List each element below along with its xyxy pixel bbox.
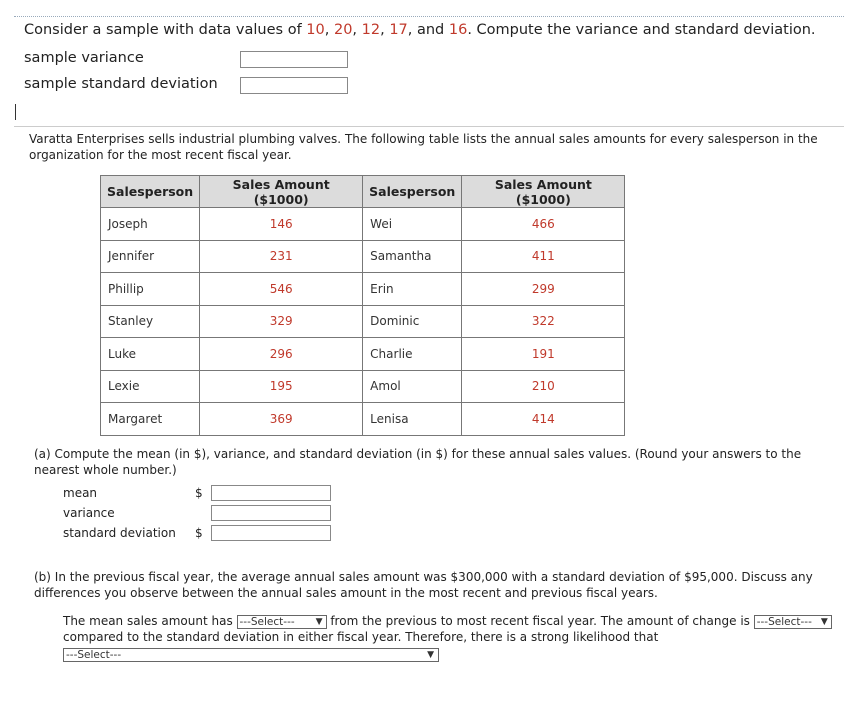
table-row <box>101 338 625 371</box>
chevron-down-icon: ▼ <box>820 616 828 627</box>
header-salesperson-1: Salesperson <box>101 176 200 208</box>
sales-amount: 191 <box>462 338 625 371</box>
part-b-prompt: (b) In the previous fiscal year, the average annual sales amount was $300,000 with a standard deviation of $95,000. Discuss any differences you observe between the annual sales amount in the most recent and previous fiscal years. <box>34 570 813 600</box>
sales-amount: 195 <box>200 370 363 403</box>
salesperson-name: Samantha <box>363 240 462 273</box>
table-row <box>101 305 625 338</box>
variance-label: variance <box>63 506 115 520</box>
sales-amount: 546 <box>200 273 363 306</box>
sample-sd-label: sample standard deviation <box>24 76 218 92</box>
part-b-fill-in: The mean sales amount has ---Select--- ▼ from the previous to most recent fiscal year. The amount of change is ---Select--- ▼ compared to the standard deviation in either fiscal year. Therefore, there is a strong likelihood that <box>63 613 833 645</box>
salesperson-name: Joseph <box>101 208 200 241</box>
sales-amount: 210 <box>462 370 625 403</box>
salesperson-name: Charlie <box>363 338 462 371</box>
table-header-row <box>101 176 625 208</box>
table-row <box>101 403 625 436</box>
salesperson-name: Erin <box>363 273 462 306</box>
table-row <box>101 273 625 306</box>
salesperson-name: Stanley <box>101 305 200 338</box>
salesperson-name: Lenisa <box>363 403 462 436</box>
sample-variance-label: sample variance <box>24 50 144 66</box>
salesperson-name: Dominic <box>363 305 462 338</box>
mean-label: mean <box>63 486 98 500</box>
salesperson-name: Lexie <box>101 370 200 403</box>
sample-sd-input[interactable] <box>240 77 348 94</box>
top-divider <box>14 16 844 17</box>
sales-amount: 322 <box>462 305 625 338</box>
chevron-down-icon: ▼ <box>427 650 434 660</box>
salesperson-name: Phillip <box>101 273 200 306</box>
table-row <box>101 240 625 273</box>
section-divider <box>14 126 844 127</box>
sales-amount: 146 <box>200 208 363 241</box>
sd-dollar-sign: $ <box>195 526 203 540</box>
salesperson-name: Luke <box>101 338 200 371</box>
chevron-down-icon: ▼ <box>315 616 323 627</box>
header-salesperson-2: Salesperson <box>363 176 462 208</box>
sample-variance-input[interactable] <box>240 51 348 68</box>
text-cursor <box>15 104 16 120</box>
mean-change-select[interactable]: ---Select--- ▼ <box>237 615 327 629</box>
sales-table <box>100 175 625 436</box>
sales-amount: 231 <box>200 240 363 273</box>
change-magnitude-select[interactable]: ---Select--- ▼ <box>754 615 832 629</box>
header-sales-amount-2: Sales Amount ($1000) <box>462 176 625 208</box>
variance-input[interactable] <box>211 505 331 521</box>
salesperson-name: Wei <box>363 208 462 241</box>
mean-input[interactable] <box>211 485 331 501</box>
salesperson-name: Amol <box>363 370 462 403</box>
sales-amount: 369 <box>200 403 363 436</box>
part-a-prompt: (a) Compute the mean (in $), variance, and standard deviation (in $) for these annual sales values. (Round your answers to the nearest whole number.) <box>34 447 802 477</box>
sales-amount: 466 <box>462 208 625 241</box>
sales-amount: 414 <box>462 403 625 436</box>
salesperson-name: Jennifer <box>101 240 200 273</box>
header-sales-amount-1: Sales Amount ($1000) <box>200 176 363 208</box>
conclusion-select[interactable]: ---Select--- ▼ <box>63 648 439 662</box>
standard-deviation-label: standard deviation <box>63 526 176 540</box>
question-1-prompt: Consider a sample with data values of 10, 20, 12, 17, and 16. Compute the variance and standard deviation. <box>24 22 816 38</box>
sales-amount: 329 <box>200 305 363 338</box>
sales-amount: 299 <box>462 273 625 306</box>
mean-dollar-sign: $ <box>195 486 203 500</box>
sales-amount: 411 <box>462 240 625 273</box>
salesperson-name: Margaret <box>101 403 200 436</box>
standard-deviation-input[interactable] <box>211 525 331 541</box>
table-row <box>101 370 625 403</box>
intro-text: Varatta Enterprises sells industrial plumbing valves. The following table lists the annual sales amounts for every salesperson in the organization for the most recent fiscal year. <box>29 132 818 162</box>
sales-amount: 296 <box>200 338 363 371</box>
table-row <box>101 208 625 241</box>
